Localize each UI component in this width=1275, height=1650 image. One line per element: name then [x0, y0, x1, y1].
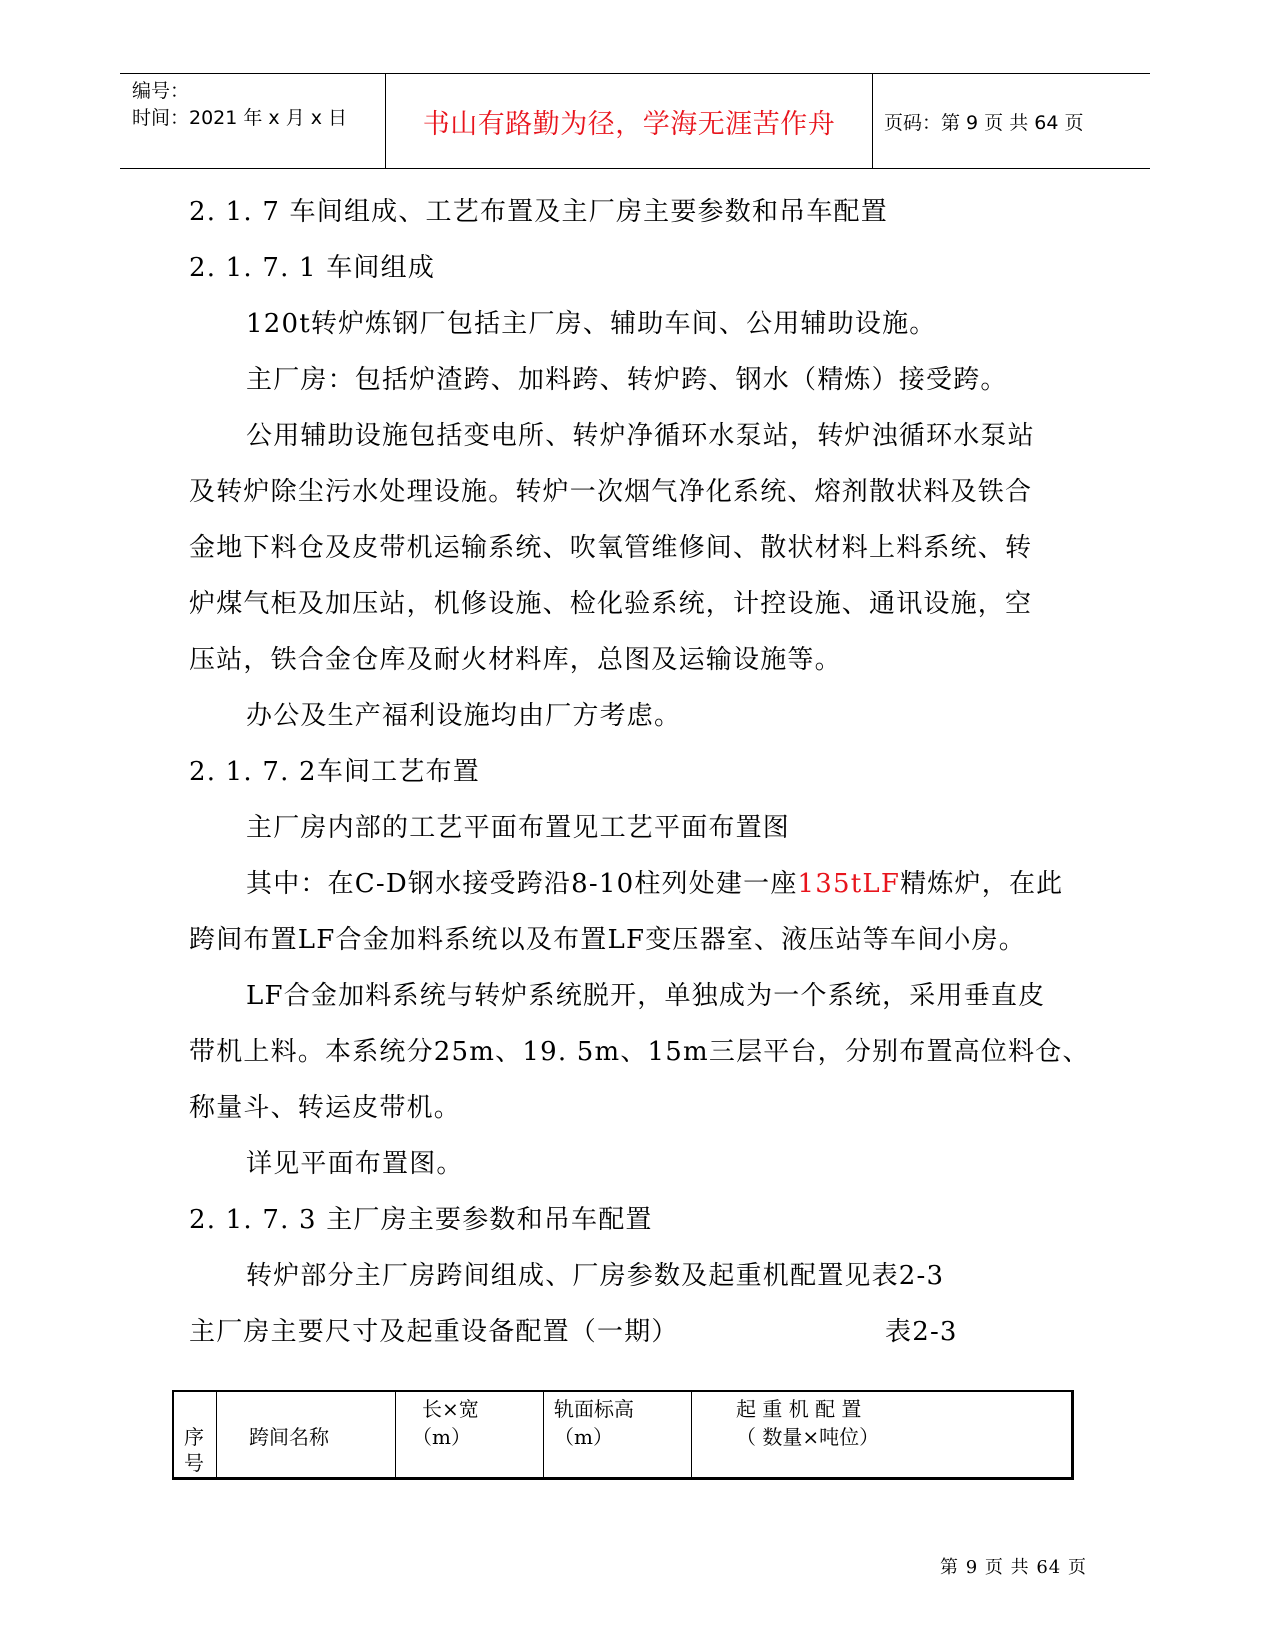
text-run: 精炼炉，在此	[900, 869, 1064, 899]
paragraph-line	[246, 868, 1063, 900]
section-heading-2-1-7-2: 2. 1. 7. 2车间工艺布置	[189, 757, 480, 787]
paragraph-line: 及转炉除尘污水处理设施。转炉一次烟气净化系统、熔剂散状料及铁合	[189, 477, 1033, 507]
paragraph: 主厂房内部的工艺平面布置见工艺平面布置图	[246, 813, 791, 843]
table-header-cell: （m）	[554, 1425, 613, 1449]
header-motto: 书山有路勤为径，学海无涯苦作舟	[422, 108, 836, 140]
header-page-cell	[872, 74, 1150, 168]
section-heading-2-1-7-1: 2. 1. 7. 1 车间组成	[189, 253, 436, 283]
table-header-cell: （ 数量×吨位）	[736, 1425, 880, 1449]
table-header-cell: 跨间名称	[249, 1425, 329, 1449]
text-run: 其中：在C-D钢水接受跨沿8-10柱列处建一座	[246, 869, 798, 899]
paragraph: 详见平面布置图。	[246, 1149, 464, 1179]
paragraph: 120t转炉炼钢厂包括主厂房、辅助车间、公用辅助设施。	[246, 309, 937, 339]
table-header-cell: 起 重 机 配 置	[736, 1397, 862, 1421]
table-header-cell: 号	[184, 1451, 204, 1475]
table-col-crane	[692, 1392, 1072, 1477]
section-heading-2-1-7-3: 2. 1. 7. 3 主厂房主要参数和吊车配置	[189, 1205, 653, 1235]
header-page-info: 页码：第 9 页 共 64 页	[884, 111, 1084, 134]
paragraph-line: 带机上料。本系统分25m、19. 5m、15m三层平台，分别布置高位料仓、	[189, 1037, 1090, 1067]
highlighted-text: 135tLF	[797, 869, 901, 899]
table-col-index	[174, 1392, 217, 1477]
paragraph: 办公及生产福利设施均由厂方考虑。	[246, 701, 682, 731]
section-heading-2-1-7: 2. 1. 7 车间组成、工艺布置及主厂房主要参数和吊车配置	[189, 197, 888, 227]
number-label: 编号：	[132, 80, 190, 102]
table-header-cell: 长×宽	[422, 1397, 479, 1421]
crane-config-table	[172, 1390, 1074, 1480]
table-col-span-name	[217, 1392, 396, 1477]
paragraph-line: 称量斗、转运皮带机。	[189, 1093, 462, 1123]
paragraph-line: 公用辅助设施包括变电所、转炉净循环水泵站，转炉浊循环水泵站	[246, 421, 1035, 451]
header-meta	[120, 74, 385, 168]
paragraph-line: 金地下料仓及皮带机运输系统、吹氧管维修间、散状材料上料系统、转	[189, 533, 1033, 563]
paragraph: 转炉部分主厂房跨间组成、厂房参数及起重机配置见表2-3	[246, 1261, 945, 1291]
table-header-cell: 轨面标高	[554, 1397, 634, 1421]
paragraph-line: 炉煤气柜及加压站，机修设施、检化验系统，计控设施、通讯设施，空	[189, 589, 1033, 619]
page-footer: 第 9 页 共 64 页	[940, 1557, 1087, 1578]
table-header-cell: （m）	[412, 1425, 471, 1449]
header-motto-cell	[385, 74, 873, 168]
paragraph-line: LF合金加料系统与转炉系统脱开，单独成为一个系统，采用垂直皮	[246, 981, 1046, 1011]
table-col-rail-height	[544, 1392, 692, 1477]
table-caption: 主厂房主要尺寸及起重设备配置（一期）	[189, 1317, 679, 1347]
paragraph-line: 压站，铁合金仓库及耐火材料库，总图及运输设施等。	[189, 645, 842, 675]
paragraph-line: 跨间布置LF合金加料系统以及布置LF变压器室、液压站等车间小房。	[189, 925, 1027, 955]
paragraph: 主厂房：包括炉渣跨、加料跨、转炉跨、钢水（精炼）接受跨。	[246, 365, 1008, 395]
page-header	[120, 73, 1150, 169]
table-col-size	[396, 1392, 544, 1477]
time-label: 时间：2021 年 x 月 x 日	[132, 107, 348, 129]
table-number: 表2-3	[885, 1317, 958, 1347]
table-header-cell: 序	[184, 1425, 204, 1449]
